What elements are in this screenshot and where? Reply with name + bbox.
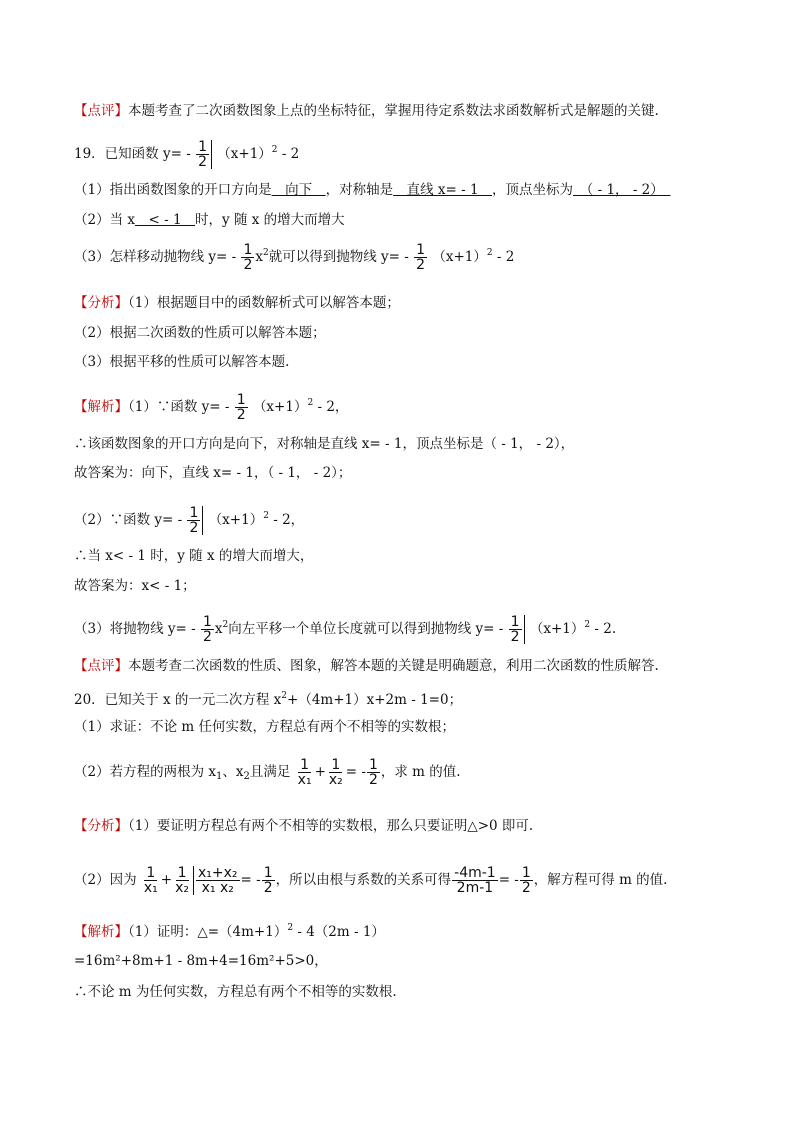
den: x₂: [175, 880, 190, 896]
t: （x+1）: [252, 399, 308, 415]
t: （3）将抛物线 y= -: [74, 621, 196, 637]
fraction-half: [414, 243, 427, 272]
t: = -: [498, 872, 519, 888]
num: 1: [198, 139, 207, 155]
analysis-19-line-3: （3）根据平移的性质可以解答本题.: [74, 354, 290, 370]
question-19-part-2: [74, 212, 345, 228]
den: 2: [198, 154, 207, 170]
fraction-half: [509, 615, 525, 644]
sup: 2: [222, 620, 229, 630]
question-20: [74, 688, 462, 708]
num: 1: [300, 757, 310, 773]
t: x: [255, 249, 264, 265]
den: 2: [189, 520, 199, 536]
sup: 2: [271, 145, 278, 155]
num: 1: [331, 757, 341, 773]
answer-blank: < - 1: [135, 212, 196, 228]
analysis-19-line-2: （2）根据二次函数的性质可以解答本题；: [74, 325, 326, 341]
num: 1: [189, 505, 199, 521]
t: （1）∵函数 y= -: [128, 399, 230, 415]
solution-19-line-2: ∴该函数图象的开口方向是向下，对称轴是直线 x= - 1，顶点坐标是（ - 1， - 2），: [74, 436, 575, 452]
num: 1: [236, 392, 246, 408]
question-19: [74, 140, 299, 169]
sub: 2: [243, 771, 250, 782]
sup: 2: [281, 691, 288, 701]
question-19-part-1: [74, 182, 671, 198]
fraction: [327, 758, 345, 787]
fraction-half: [262, 866, 275, 895]
num: x₁+x₂: [198, 865, 238, 881]
sup: 2: [584, 620, 591, 630]
num: 1: [146, 865, 156, 881]
t: = -: [240, 872, 261, 888]
t: 20．已知关于 x 的一元二次方程 x: [74, 692, 282, 708]
q19-tail: （x+1）: [217, 146, 272, 162]
sup: 2: [263, 511, 269, 521]
fraction-half: [367, 758, 380, 787]
t: x: [214, 621, 223, 637]
fraction-half: [241, 243, 254, 272]
t: （x+1）: [529, 621, 585, 637]
t: （2）因为: [74, 872, 137, 888]
solution-19-line-5: ∴当 x< - 1 时，y 随 x 的增大而增大，: [74, 548, 314, 564]
t: ，所以由根与系数的关系可得: [275, 872, 452, 888]
fraction: [173, 866, 194, 895]
fraction: [296, 758, 314, 787]
solution-20-line-1: [74, 920, 385, 940]
t: - 4（2m - 1）: [293, 924, 385, 940]
t: 时，y 随 x 的增大而增大: [195, 212, 345, 228]
t: ，解方程可得 m 的值.: [533, 872, 668, 888]
t: （1）要证明方程总有两个不相等的实数根，那么只要证明△>0 即可.: [128, 818, 534, 834]
den: x₁: [143, 880, 158, 896]
q19-rest: - 2: [277, 146, 300, 162]
den: 2: [510, 629, 520, 645]
den: 2: [236, 407, 246, 423]
t: （1）指出函数图象的开口方向是: [74, 182, 272, 198]
t: 本题考查二次函数的性质、图象，解答本题的关键是明确题意，利用二次函数的性质解答.: [128, 658, 659, 674]
fraction: [452, 866, 498, 895]
solution-tag: 【解析】: [74, 399, 128, 415]
solution-19-line-3: 故答案为：向下，直线 x= - 1，（ - 1， - 2）；: [74, 465, 352, 481]
comment-tag: 【点评】: [74, 658, 128, 674]
solution-tag: 【解析】: [74, 924, 128, 940]
fraction-half: [196, 140, 212, 169]
t: ，对称轴是: [325, 182, 394, 198]
den: 2: [521, 880, 531, 896]
t: （x+1）: [208, 512, 264, 528]
t: 就可以得到抛物线 y= -: [268, 249, 409, 265]
answer-blank: （ - 1， - 2）: [573, 182, 671, 198]
solution-20-line-2: =16m²+8m+1 - 8m+4=16m²+5>0，: [74, 953, 328, 969]
num: 1: [263, 865, 273, 881]
den: 2: [202, 629, 212, 645]
num: 1: [521, 865, 531, 881]
den: 2: [416, 257, 426, 273]
analysis-19-line-1: [74, 295, 400, 311]
t: ，顶点坐标为: [492, 182, 574, 198]
comment-19: [74, 658, 659, 674]
solution-19-line-6: 故答案为：x< - 1；: [74, 578, 196, 594]
num: 1: [416, 242, 426, 258]
den: x₁: [297, 772, 312, 788]
t: （x+1）: [432, 249, 487, 265]
question-20-part-1: （1）求证：不论 m 任何实数，方程总有两个不相等的实数根；: [74, 719, 455, 735]
analysis-tag: 【分析】: [74, 295, 128, 311]
t: - 2.: [590, 621, 617, 637]
den: 2m-1: [456, 880, 494, 896]
fraction-half: [187, 506, 203, 535]
t: ，求 m 的值.: [380, 764, 461, 780]
solution-19-line-1: [74, 393, 348, 422]
solution-19-line-7: [74, 615, 616, 644]
den: x₂: [328, 772, 343, 788]
num: 1: [243, 242, 253, 258]
den: x₁ x₂: [201, 880, 234, 896]
fraction: [142, 866, 160, 895]
fraction-half: [201, 615, 214, 644]
t: （2）当 x: [74, 212, 135, 228]
t: 、x: [222, 764, 244, 780]
analysis-20-line-1: [74, 818, 533, 834]
sup: 2: [486, 248, 493, 258]
comment-tag: 【点评】: [74, 103, 128, 119]
comment-text: 本题考查了二次函数图象上点的坐标特征，掌握用待定系数法求函数解析式是解题的关键.: [128, 103, 659, 119]
analysis-20-line-2: （2）因为 $\frac{1}{\text{x₁}}$ + $\frac{1}{\text{x₂}}$ $\frac{\text{x₁+x₂}}{\text{x₁ x₂}}$ = - $\frac{1}{2}$ ，所以由根与系数的关系可得 $\frac{-4m-1}{2m-1}$ = - $\frac{1}{2}$ ，解方程可得 m 的值.: [74, 865, 668, 896]
solution-20-line-3: ∴不论 m 为任何实数，方程总有两个不相等的实数根.: [74, 984, 397, 1000]
t: - 2，: [313, 399, 349, 415]
answer-blank: 直线 x= - 1: [393, 182, 493, 198]
t: 向左平移一个单位长度就可以得到抛物线 y= -: [228, 621, 504, 637]
answer-blank: 向下: [271, 182, 326, 198]
fraction: [196, 866, 240, 895]
t: （2）若方程的两根为 x: [74, 764, 216, 780]
sup: 2: [307, 398, 314, 408]
sub: 1: [216, 771, 223, 782]
question-20-part-2: （2）若方程的两根为 $x_1$、$x_2$且满足 $\frac{1}{\text{x₁}}$ + $\frac{1}{\text{x₂}}$ = - $\frac{1}{2}$ ，求 m 的值.: [74, 757, 461, 788]
num: 1: [177, 865, 187, 881]
t: 且满足: [249, 764, 291, 780]
t: （2）∵函数 y= -: [74, 512, 183, 528]
t: （3）怎样移动抛物线 y= -: [74, 249, 237, 265]
t: - 2: [492, 249, 515, 265]
t: +（4m+1）x+2m - 1=0；: [287, 692, 463, 708]
solution-19-line-4: [74, 506, 304, 535]
den: 2: [368, 772, 378, 788]
num: -4m-1: [454, 865, 496, 881]
question-19-part-3: [74, 243, 514, 272]
q19-head: 19．已知函数 y= -: [74, 146, 191, 162]
num: 1: [368, 757, 378, 773]
den: 2: [243, 257, 253, 273]
analysis-tag: 【分析】: [74, 818, 128, 834]
t: （1）根据题目中的函数解析式可以解答本题；: [128, 295, 400, 311]
fraction-half: [520, 866, 533, 895]
sup: 2: [263, 248, 269, 258]
num: 1: [202, 614, 212, 630]
t: - 2，: [268, 512, 305, 528]
fraction-half: [235, 393, 248, 422]
num: 1: [510, 614, 520, 630]
den: 2: [263, 880, 273, 896]
comment-line-1: [74, 103, 659, 119]
t: （1）证明：△=（4m+1）: [128, 924, 288, 940]
sup: 2: [287, 923, 294, 933]
